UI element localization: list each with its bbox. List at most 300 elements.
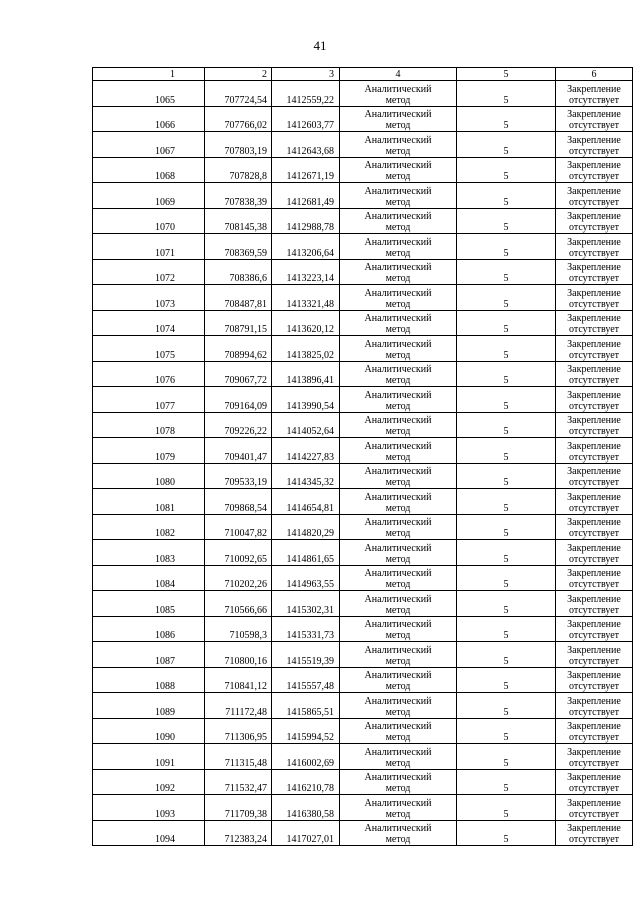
- method-cell: [340, 591, 457, 617]
- fixing-line-2: отсутствует: [568, 451, 620, 463]
- method-line-2: метод: [385, 400, 411, 412]
- coordinate-y: 1414052,64: [272, 412, 340, 438]
- point-number: 1084: [93, 565, 205, 591]
- method-line-2: метод: [385, 145, 411, 157]
- point-number: 1091: [93, 744, 205, 770]
- fixing-line-2: отсутствует: [568, 757, 620, 769]
- coordinate-y: 1415865,51: [272, 693, 340, 719]
- fixing-cell: [556, 514, 633, 540]
- method-line-1: Аналитический: [364, 542, 432, 554]
- fixing-cell: [556, 438, 633, 464]
- method-line-2: метод: [385, 681, 411, 692]
- accuracy-value: 5: [457, 667, 556, 693]
- method-line-1: Аналитический: [364, 568, 432, 579]
- point-number: 1082: [93, 514, 205, 540]
- fixing-line-2: отсутствует: [568, 400, 620, 412]
- method-line-2: метод: [385, 808, 411, 820]
- fixing-line-2: отсутствует: [568, 375, 620, 386]
- fixing-cell: [556, 540, 633, 566]
- fixing-line-1: Закрепление: [567, 389, 621, 401]
- fixing-cell: [556, 285, 633, 311]
- method-line-2: метод: [385, 579, 411, 590]
- point-number: 1094: [93, 820, 205, 846]
- fixing-line-1: Закрепление: [567, 568, 621, 579]
- column-header-2: 2: [205, 68, 272, 81]
- method-line-2: метод: [385, 120, 411, 131]
- coordinate-x: 708994,62: [205, 336, 272, 362]
- coordinate-y: 1415331,73: [272, 616, 340, 642]
- method-cell: [340, 336, 457, 362]
- accuracy-value: 5: [457, 81, 556, 107]
- method-cell: [340, 540, 457, 566]
- point-number: 1086: [93, 616, 205, 642]
- point-number: 1092: [93, 769, 205, 795]
- fixing-line-1: Закрепление: [567, 695, 621, 707]
- point-number: 1071: [93, 234, 205, 260]
- table-row: [93, 106, 633, 132]
- table-row: [93, 310, 633, 336]
- fixing-line-2: отсутствует: [568, 247, 620, 259]
- table-row: [93, 820, 633, 846]
- point-number: 1074: [93, 310, 205, 336]
- fixing-line-2: отсутствует: [568, 579, 620, 590]
- coordinate-x: 708369,59: [205, 234, 272, 260]
- coordinate-x: 711306,95: [205, 718, 272, 744]
- fixing-line-2: отсутствует: [568, 528, 620, 539]
- method-line-2: метод: [385, 604, 411, 616]
- method-cell: [340, 693, 457, 719]
- coordinate-y: 1416210,78: [272, 769, 340, 795]
- coordinate-y: 1414654,81: [272, 489, 340, 515]
- method-cell: [340, 769, 457, 795]
- point-number: 1072: [93, 259, 205, 285]
- coordinate-x: 710566,66: [205, 591, 272, 617]
- accuracy-value: 5: [457, 514, 556, 540]
- method-line-1: Аналитический: [364, 160, 432, 171]
- method-line-2: метод: [385, 426, 411, 437]
- fixing-line-1: Закрепление: [567, 211, 621, 222]
- fixing-line-2: отсутствует: [568, 324, 620, 335]
- method-line-2: метод: [385, 553, 411, 565]
- accuracy-value: 5: [457, 285, 556, 311]
- fixing-line-1: Закрепление: [567, 517, 621, 528]
- point-number: 1077: [93, 387, 205, 413]
- method-cell: [340, 795, 457, 821]
- coordinate-x: 711709,38: [205, 795, 272, 821]
- method-line-1: Аналитический: [364, 823, 432, 834]
- column-header-3: 3: [272, 68, 340, 81]
- method-line-2: метод: [385, 222, 411, 233]
- fixing-cell: [556, 81, 633, 107]
- coordinate-y: 1415557,48: [272, 667, 340, 693]
- method-line-2: метод: [385, 349, 411, 361]
- coordinate-x: 707828,8: [205, 157, 272, 183]
- coordinate-x: 709401,47: [205, 438, 272, 464]
- method-line-2: метод: [385, 273, 411, 284]
- table-row: [93, 259, 633, 285]
- table-row: [93, 361, 633, 387]
- fixing-cell: [556, 489, 633, 515]
- table-row: [93, 336, 633, 362]
- method-line-1: Аналитический: [364, 389, 432, 401]
- fixing-cell: [556, 157, 633, 183]
- accuracy-value: 5: [457, 642, 556, 668]
- fixing-line-2: отсутствует: [568, 196, 620, 208]
- accuracy-value: 5: [457, 438, 556, 464]
- accuracy-value: 5: [457, 769, 556, 795]
- coordinate-y: 1412643,68: [272, 132, 340, 158]
- coordinate-x: 711532,47: [205, 769, 272, 795]
- fixing-line-1: Закрепление: [567, 109, 621, 120]
- accuracy-value: 5: [457, 616, 556, 642]
- column-header-1: 1: [93, 68, 205, 81]
- fixing-cell: [556, 106, 633, 132]
- point-number: 1066: [93, 106, 205, 132]
- method-cell: [340, 387, 457, 413]
- accuracy-value: 5: [457, 591, 556, 617]
- point-number: 1090: [93, 718, 205, 744]
- method-cell: [340, 157, 457, 183]
- coordinate-x: 710800,16: [205, 642, 272, 668]
- coordinate-y: 1415519,39: [272, 642, 340, 668]
- coordinate-y: 1414861,65: [272, 540, 340, 566]
- coordinate-y: 1415302,31: [272, 591, 340, 617]
- coordinate-y: 1415994,52: [272, 718, 340, 744]
- method-cell: [340, 718, 457, 744]
- coordinate-y: 1412681,49: [272, 183, 340, 209]
- table-row: [93, 412, 633, 438]
- table-header-row: [93, 68, 633, 81]
- accuracy-value: 5: [457, 744, 556, 770]
- point-number: 1076: [93, 361, 205, 387]
- method-cell: [340, 820, 457, 846]
- method-cell: [340, 234, 457, 260]
- method-cell: [340, 667, 457, 693]
- coordinates-table: [92, 67, 633, 846]
- method-line-2: метод: [385, 655, 411, 667]
- method-line-1: Аналитический: [364, 440, 432, 452]
- fixing-line-2: отсутствует: [568, 706, 620, 718]
- accuracy-value: 5: [457, 820, 556, 846]
- accuracy-value: 5: [457, 565, 556, 591]
- coordinate-x: 709226,22: [205, 412, 272, 438]
- method-cell: [340, 106, 457, 132]
- fixing-cell: [556, 616, 633, 642]
- table-row: [93, 514, 633, 540]
- coordinate-x: 709868,54: [205, 489, 272, 515]
- coordinate-x: 708386,6: [205, 259, 272, 285]
- point-number: 1070: [93, 208, 205, 234]
- method-cell: [340, 132, 457, 158]
- method-line-1: Аналитический: [364, 262, 432, 273]
- coordinate-y: 1413825,02: [272, 336, 340, 362]
- point-number: 1065: [93, 81, 205, 107]
- coordinate-y: 1412559,22: [272, 81, 340, 107]
- fixing-cell: [556, 463, 633, 489]
- fixing-line-1: Закрепление: [567, 491, 621, 503]
- table-row: [93, 795, 633, 821]
- fixing-line-1: Закрепление: [567, 619, 621, 630]
- method-cell: [340, 310, 457, 336]
- point-number: 1080: [93, 463, 205, 489]
- fixing-line-1: Закрепление: [567, 721, 621, 732]
- method-cell: [340, 489, 457, 515]
- coordinate-x: 707803,19: [205, 132, 272, 158]
- accuracy-value: 5: [457, 259, 556, 285]
- method-cell: [340, 438, 457, 464]
- fixing-line-2: отсутствует: [568, 502, 620, 514]
- method-line-2: метод: [385, 298, 411, 310]
- accuracy-value: 5: [457, 540, 556, 566]
- table-row: [93, 642, 633, 668]
- point-number: 1088: [93, 667, 205, 693]
- fixing-line-2: отсутствует: [568, 298, 620, 310]
- table-row: [93, 157, 633, 183]
- method-line-1: Аналитический: [364, 109, 432, 120]
- fixing-line-1: Закрепление: [567, 670, 621, 681]
- coordinate-y: 1417027,01: [272, 820, 340, 846]
- fixing-line-2: отсутствует: [568, 732, 620, 743]
- coordinate-x: 709533,19: [205, 463, 272, 489]
- method-line-1: Аналитический: [364, 517, 432, 528]
- fixing-cell: [556, 208, 633, 234]
- coordinate-y: 1416380,58: [272, 795, 340, 821]
- accuracy-value: 5: [457, 412, 556, 438]
- coordinate-x: 708145,38: [205, 208, 272, 234]
- coordinate-x: 707838,39: [205, 183, 272, 209]
- method-line-1: Аналитический: [364, 491, 432, 503]
- table-row: [93, 234, 633, 260]
- column-header-5: 5: [457, 68, 556, 81]
- coordinate-x: 707766,02: [205, 106, 272, 132]
- method-line-1: Аналитический: [364, 287, 432, 299]
- fixing-cell: [556, 361, 633, 387]
- fixing-line-2: отсутствует: [568, 655, 620, 667]
- method-line-2: метод: [385, 757, 411, 769]
- coordinate-x: 708487,81: [205, 285, 272, 311]
- fixing-cell: [556, 336, 633, 362]
- table-row: [93, 183, 633, 209]
- coordinate-x: 710841,12: [205, 667, 272, 693]
- method-line-1: Аналитический: [364, 364, 432, 375]
- fixing-cell: [556, 234, 633, 260]
- page-number: 41: [313, 38, 327, 53]
- coordinate-x: 711172,48: [205, 693, 272, 719]
- point-number: 1067: [93, 132, 205, 158]
- point-number: 1085: [93, 591, 205, 617]
- fixing-line-2: отсутствует: [568, 808, 620, 820]
- fixing-cell: [556, 820, 633, 846]
- fixing-cell: [556, 259, 633, 285]
- fixing-line-1: Закрепление: [567, 313, 621, 324]
- fixing-cell: [556, 795, 633, 821]
- fixing-line-2: отсутствует: [568, 681, 620, 692]
- fixing-line-1: Закрепление: [567, 134, 621, 146]
- method-line-1: Аналитический: [364, 619, 432, 630]
- method-line-2: метод: [385, 706, 411, 718]
- method-cell: [340, 81, 457, 107]
- fixing-cell: [556, 744, 633, 770]
- method-line-1: Аналитический: [364, 134, 432, 146]
- method-line-1: Аналитический: [364, 211, 432, 222]
- table-row: [93, 693, 633, 719]
- coordinate-x: 708791,15: [205, 310, 272, 336]
- point-number: 1069: [93, 183, 205, 209]
- method-line-1: Аналитический: [364, 185, 432, 197]
- fixing-line-1: Закрепление: [567, 542, 621, 554]
- coordinate-x: 707724,54: [205, 81, 272, 107]
- method-cell: [340, 463, 457, 489]
- coordinate-x: 711315,48: [205, 744, 272, 770]
- point-number: 1087: [93, 642, 205, 668]
- method-line-2: метод: [385, 630, 411, 641]
- column-header-4: 4: [340, 68, 457, 81]
- fixing-line-2: отсутствует: [568, 834, 620, 845]
- fixing-line-2: отсутствует: [568, 783, 620, 794]
- fixing-line-2: отсутствует: [568, 426, 620, 437]
- coordinate-y: 1412988,78: [272, 208, 340, 234]
- method-line-1: Аналитический: [364, 313, 432, 324]
- fixing-line-2: отсутствует: [568, 222, 620, 233]
- method-line-2: метод: [385, 247, 411, 259]
- method-line-2: метод: [385, 171, 411, 182]
- coordinate-y: 1413206,64: [272, 234, 340, 260]
- fixing-line-1: Закрепление: [567, 823, 621, 834]
- coordinate-y: 1414820,29: [272, 514, 340, 540]
- fixing-cell: [556, 667, 633, 693]
- point-number: 1068: [93, 157, 205, 183]
- method-cell: [340, 744, 457, 770]
- fixing-cell: [556, 769, 633, 795]
- coordinate-x: 710047,82: [205, 514, 272, 540]
- coordinate-x: 710598,3: [205, 616, 272, 642]
- coordinate-x: 712383,24: [205, 820, 272, 846]
- method-line-2: метод: [385, 324, 411, 335]
- coordinate-y: 1414227,83: [272, 438, 340, 464]
- table-row: [93, 591, 633, 617]
- fixing-cell: [556, 310, 633, 336]
- method-line-1: Аналитический: [364, 83, 432, 95]
- accuracy-value: 5: [457, 234, 556, 260]
- method-line-2: метод: [385, 94, 411, 106]
- fixing-cell: [556, 591, 633, 617]
- accuracy-value: 5: [457, 693, 556, 719]
- accuracy-value: 5: [457, 361, 556, 387]
- table-row: [93, 81, 633, 107]
- table-row: [93, 387, 633, 413]
- method-cell: [340, 259, 457, 285]
- method-line-1: Аналитический: [364, 721, 432, 732]
- fixing-line-1: Закрепление: [567, 236, 621, 248]
- accuracy-value: 5: [457, 106, 556, 132]
- coordinate-y: 1413896,41: [272, 361, 340, 387]
- coordinate-x: 709067,72: [205, 361, 272, 387]
- fixing-cell: [556, 412, 633, 438]
- point-number: 1081: [93, 489, 205, 515]
- method-line-1: Аналитический: [364, 593, 432, 605]
- method-cell: [340, 616, 457, 642]
- fixing-line-2: отсутствует: [568, 349, 620, 361]
- method-line-1: Аналитический: [364, 338, 432, 350]
- fixing-line-1: Закрепление: [567, 440, 621, 452]
- fixing-line-2: отсутствует: [568, 604, 620, 616]
- fixing-line-1: Закрепление: [567, 287, 621, 299]
- method-cell: [340, 642, 457, 668]
- fixing-line-1: Закрепление: [567, 644, 621, 656]
- method-cell: [340, 208, 457, 234]
- method-line-2: метод: [385, 375, 411, 386]
- point-number: 1079: [93, 438, 205, 464]
- method-line-1: Аналитический: [364, 746, 432, 758]
- accuracy-value: 5: [457, 132, 556, 158]
- method-cell: [340, 412, 457, 438]
- accuracy-value: 5: [457, 183, 556, 209]
- fixing-line-2: отсутствует: [568, 477, 620, 488]
- method-cell: [340, 565, 457, 591]
- coordinate-y: 1416002,69: [272, 744, 340, 770]
- accuracy-value: 5: [457, 208, 556, 234]
- point-number: 1078: [93, 412, 205, 438]
- fixing-line-1: Закрепление: [567, 415, 621, 426]
- fixing-line-2: отсутствует: [568, 94, 620, 106]
- coordinate-y: 1413223,14: [272, 259, 340, 285]
- fixing-line-1: Закрепление: [567, 262, 621, 273]
- coordinate-y: 1413620,12: [272, 310, 340, 336]
- table-row: [93, 463, 633, 489]
- method-cell: [340, 183, 457, 209]
- method-line-2: метод: [385, 528, 411, 539]
- method-line-1: Аналитический: [364, 797, 432, 809]
- point-number: 1075: [93, 336, 205, 362]
- fixing-line-1: Закрепление: [567, 746, 621, 758]
- table-row: [93, 208, 633, 234]
- fixing-cell: [556, 132, 633, 158]
- method-line-2: метод: [385, 502, 411, 514]
- fixing-line-1: Закрепление: [567, 797, 621, 809]
- table-row: [93, 285, 633, 311]
- fixing-line-1: Закрепление: [567, 593, 621, 605]
- method-line-1: Аналитический: [364, 695, 432, 707]
- table-row: [93, 718, 633, 744]
- fixing-line-1: Закрепление: [567, 772, 621, 783]
- table-row: [93, 438, 633, 464]
- method-line-2: метод: [385, 834, 411, 845]
- fixing-cell: [556, 693, 633, 719]
- accuracy-value: 5: [457, 795, 556, 821]
- table-row: [93, 540, 633, 566]
- fixing-line-1: Закрепление: [567, 185, 621, 197]
- method-line-1: Аналитический: [364, 670, 432, 681]
- coordinate-x: 710092,65: [205, 540, 272, 566]
- method-line-2: метод: [385, 732, 411, 743]
- fixing-line-1: Закрепление: [567, 83, 621, 95]
- fixing-cell: [556, 718, 633, 744]
- point-number: 1093: [93, 795, 205, 821]
- table-row: [93, 132, 633, 158]
- accuracy-value: 5: [457, 718, 556, 744]
- fixing-cell: [556, 183, 633, 209]
- fixing-line-2: отсутствует: [568, 120, 620, 131]
- table-body: [93, 81, 633, 846]
- method-line-2: метод: [385, 451, 411, 463]
- coordinate-y: 1413990,54: [272, 387, 340, 413]
- fixing-cell: [556, 387, 633, 413]
- coordinate-y: 1412603,77: [272, 106, 340, 132]
- fixing-cell: [556, 565, 633, 591]
- method-line-1: Аналитический: [364, 236, 432, 248]
- fixing-line-2: отсутствует: [568, 171, 620, 182]
- coordinate-x: 710202,26: [205, 565, 272, 591]
